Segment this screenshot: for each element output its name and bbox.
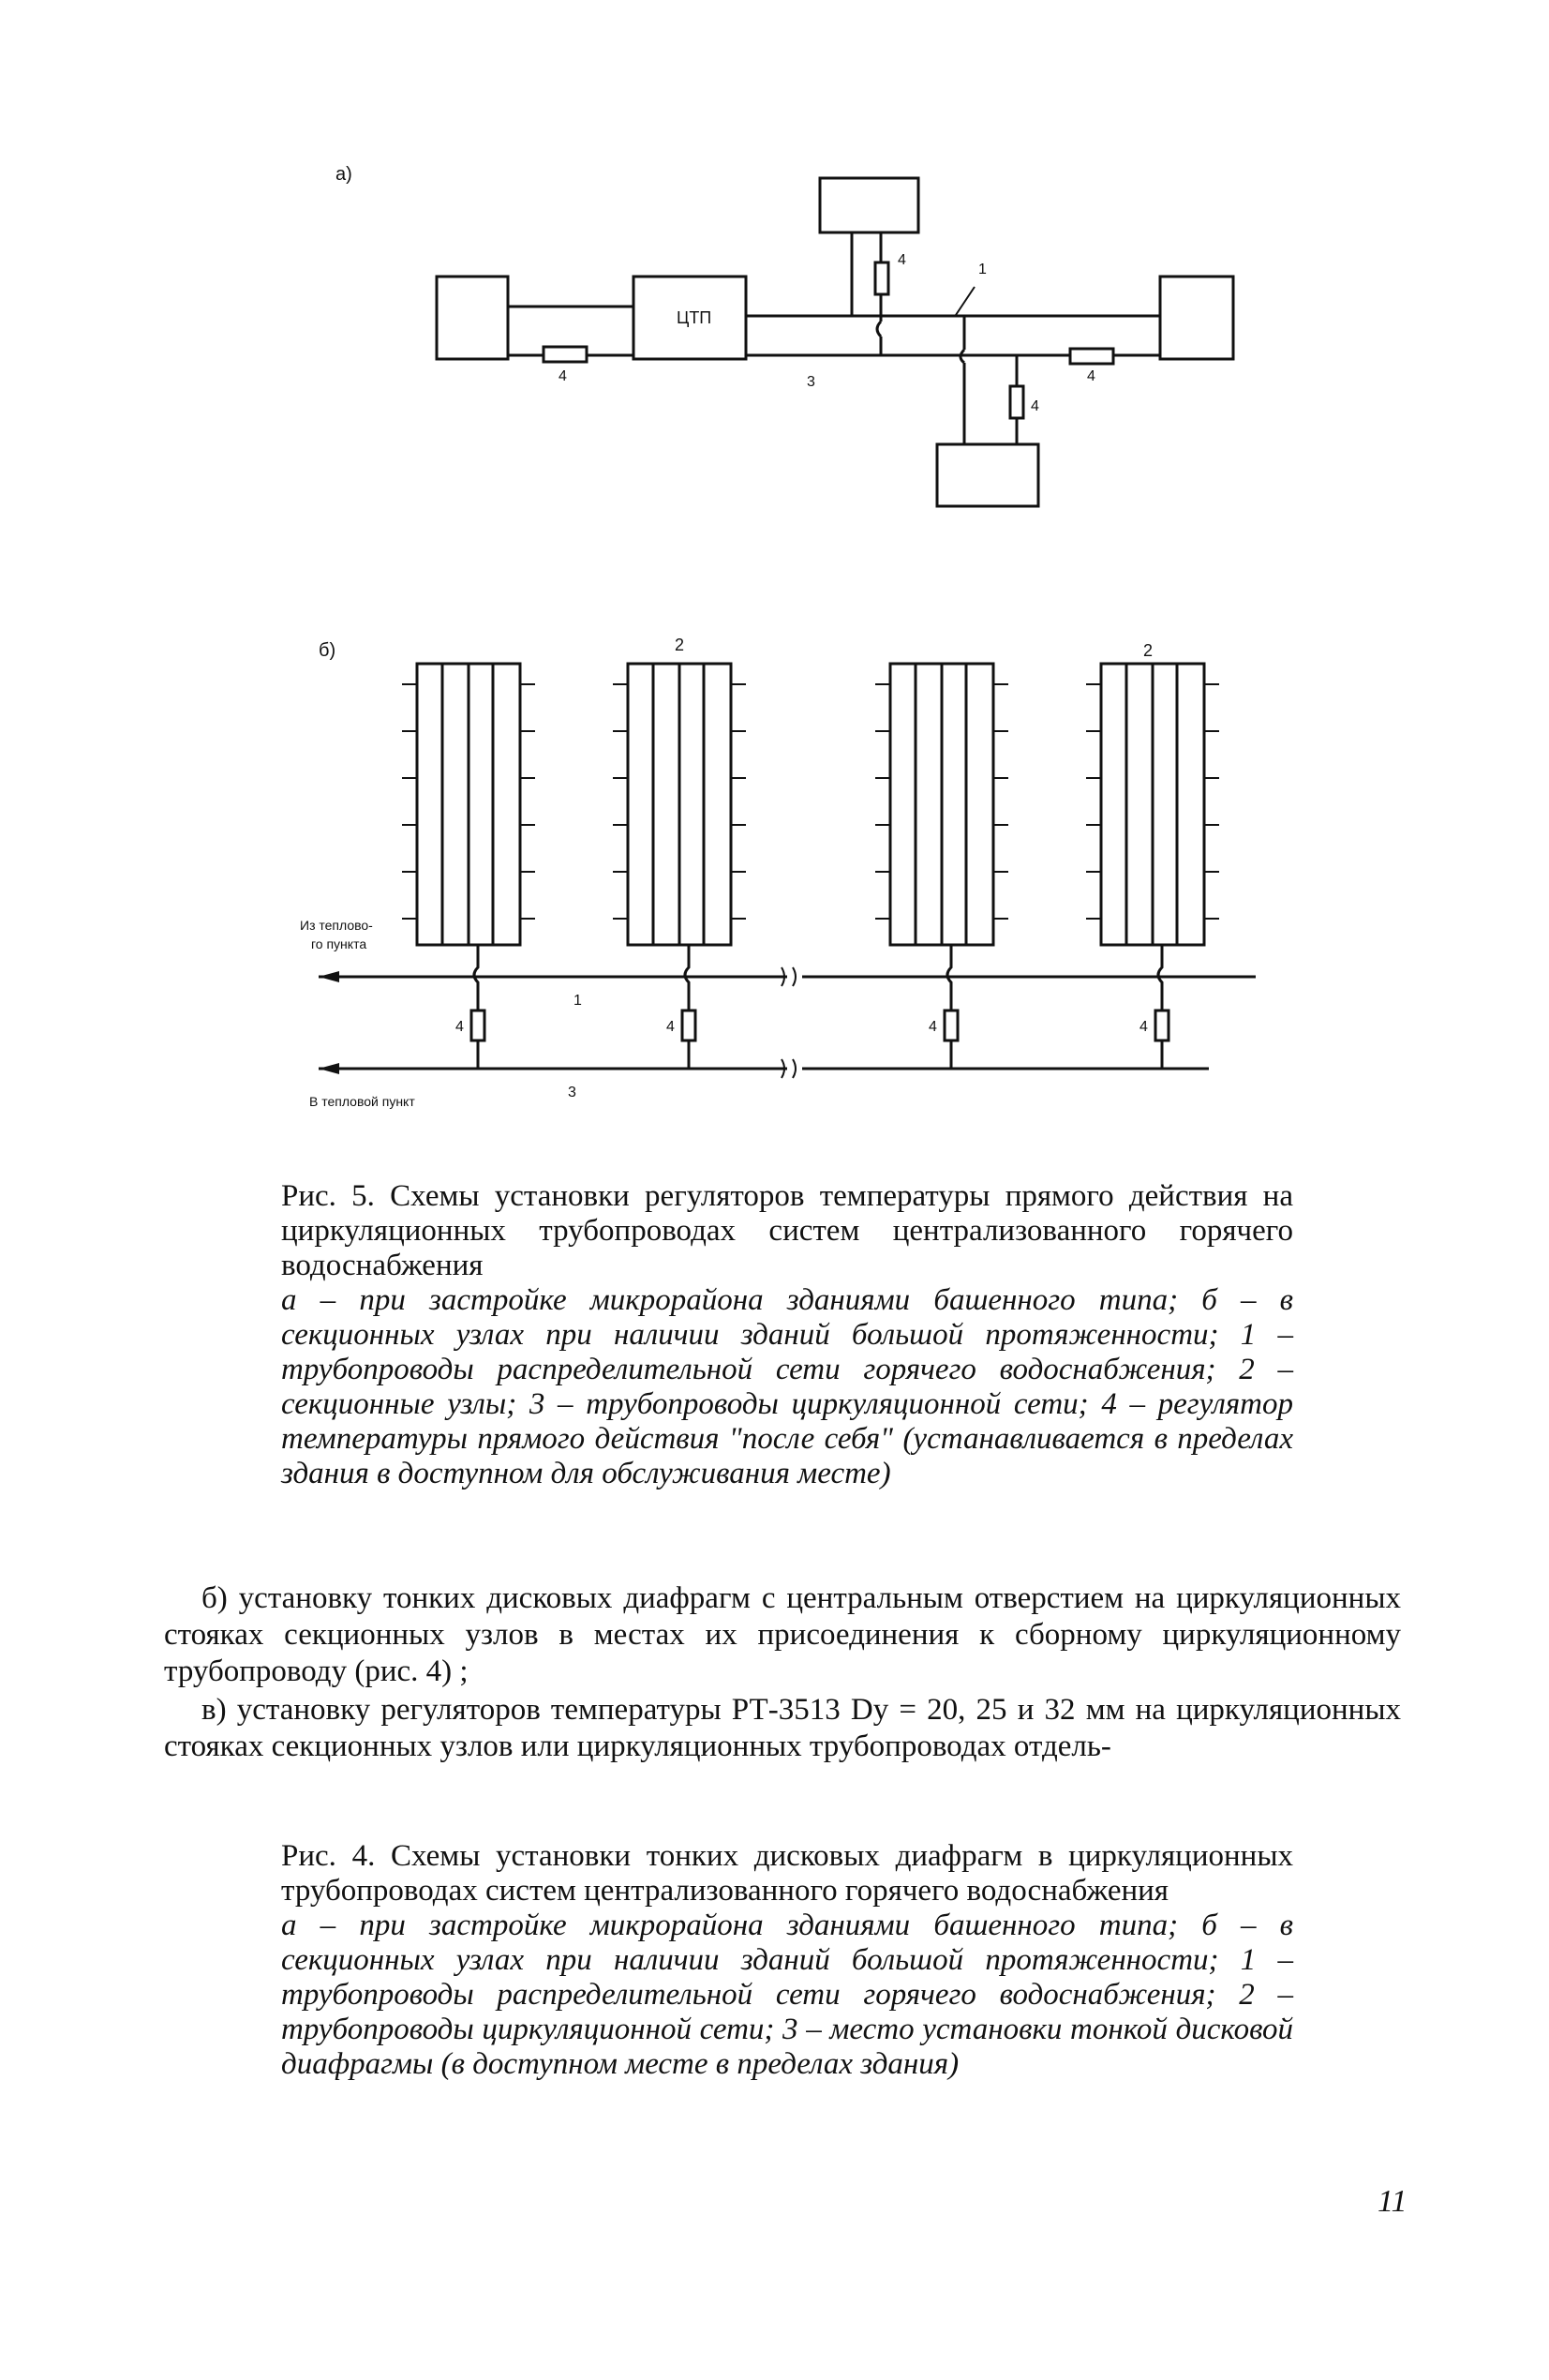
page-number: 11	[1378, 2184, 1408, 2219]
figure-4-caption	[281, 1839, 1293, 2082]
num-4-right: 4	[1087, 368, 1095, 384]
figure-5-title: Рис. 5. Схемы установки регуляторов температуры прямого действия на циркуляционных трубопроводах систем централизованного горячего водоснабжения	[281, 1179, 1293, 1282]
paragraph-v: в) установку регуляторов температуры РТ-3513 Dу = 20, 25 и 32 мм на циркуляционных стояках секционных узлов или циркуляционных трубопроводах отдель-	[164, 1693, 1401, 1763]
figure-4-title: Рис. 4. Схемы установки тонких дисковых диафрагм в циркуляционных трубопроводах систем централизованного горячего водоснабжения	[281, 1839, 1293, 1908]
ctp-label: ЦТП	[677, 308, 712, 327]
section-node-3	[875, 664, 1008, 945]
node-label-2b: 2	[1143, 641, 1154, 660]
figure-a-panel-label: а)	[335, 164, 352, 185]
section-node-4	[1086, 664, 1219, 945]
num-3-b: 3	[568, 1085, 576, 1100]
figure-b-diagram	[281, 628, 1274, 1115]
regulator-bottom	[1010, 386, 1023, 418]
figure-b-panel-label: б)	[319, 640, 336, 661]
num-1-b: 1	[573, 993, 582, 1009]
building-right	[1160, 277, 1233, 359]
section-node-1	[402, 664, 535, 945]
num-4-bottom: 4	[1031, 398, 1039, 414]
from-heat-point-2: го пункта	[311, 936, 367, 951]
reg-label-4: 4	[1139, 1019, 1148, 1035]
building-bottom	[937, 444, 1038, 506]
figure-5-caption	[281, 1179, 1293, 1491]
num-4-top: 4	[898, 252, 906, 268]
reg-label-2: 4	[666, 1019, 675, 1035]
num-1: 1	[978, 262, 987, 277]
from-heat-point-1: Из теплово-	[300, 918, 373, 933]
num-4-left: 4	[559, 368, 567, 384]
reg-label-3: 4	[929, 1019, 937, 1035]
num-3: 3	[807, 374, 815, 390]
node-label-2a: 2	[675, 636, 685, 654]
regulator-top	[875, 262, 888, 294]
paragraph-b: б) установку тонких дисковых диафрагм с центральным отверстием на циркуляционных стояках секционных узлов в местах их присоединения к сборному циркуляционному трубопроводу (рис. 4) ;	[164, 1581, 1401, 1688]
regulator-left	[544, 347, 587, 362]
regulator-right	[1070, 349, 1113, 364]
figure-5-explanation: а – при застройке микрорайона зданиями башенного типа; б – в секционных узлах при наличии зданий большой протяженности; 1 – трубопроводы распределительной сети горячего водоснабжения; 2 – секционные узлы; 3 – трубопроводы циркуляционной сети; 4 – регулятор температуры прямого действия "после себя" (устанавливается в пределах здания в доступном для обслуживания месте)	[281, 1283, 1293, 1490]
building-top	[820, 178, 918, 232]
figure-4-explanation: а – при застройке микрорайона зданиями башенного типа; б – в секционных узлах при наличии зданий большой протяженности; 1 – трубопроводы распределительной сети горячего водоснабжения; 2 – трубопроводы циркуляционной сети; 3 – место установки тонкой дисковой диафрагмы (в доступном месте в пределах здания)	[281, 1908, 1293, 2081]
reg-label-1: 4	[455, 1019, 464, 1035]
to-heat-point: В тепловой пункт	[309, 1094, 415, 1109]
section-node-2	[613, 664, 746, 945]
building-left	[437, 277, 508, 359]
figure-a-diagram	[281, 150, 1274, 525]
